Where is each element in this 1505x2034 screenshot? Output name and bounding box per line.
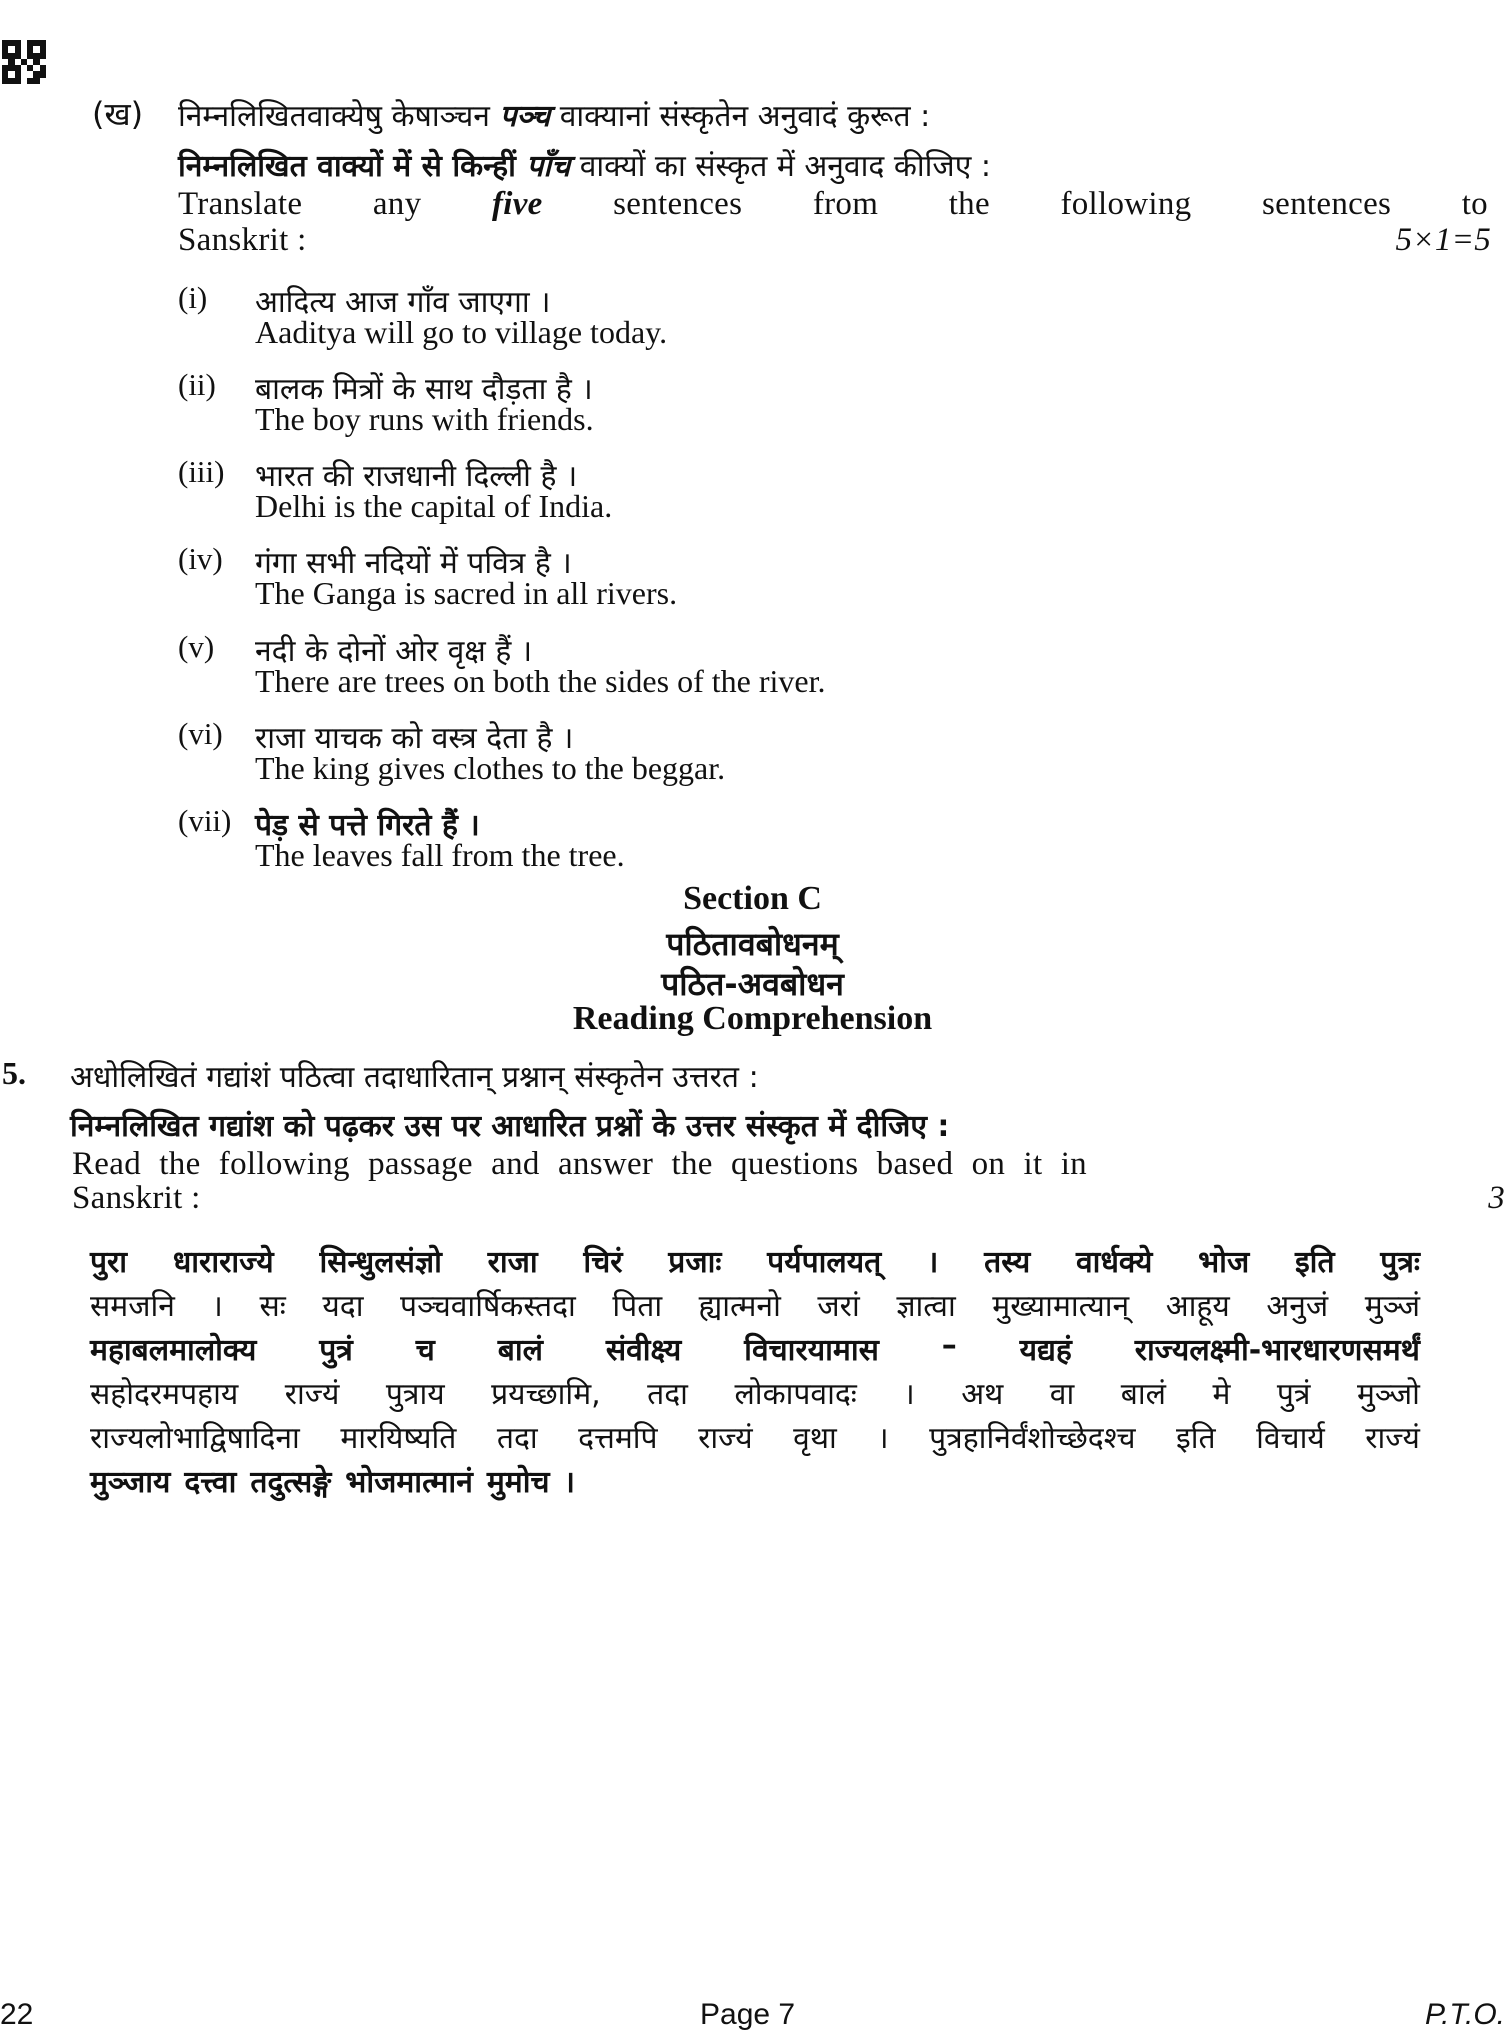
instruction-word: the: [671, 1146, 713, 1182]
instruction-word: passage: [368, 1146, 473, 1182]
passage-word: तस्य: [984, 1245, 1031, 1280]
passage-word: राज्यलोभाद्विषादिना: [90, 1421, 300, 1456]
passage-word: समजनि: [90, 1289, 175, 1324]
passage-word: सः: [259, 1289, 286, 1324]
passage-word: ह्यात्मनो: [698, 1289, 781, 1324]
passage-word: पर्यपालयत्: [767, 1245, 882, 1280]
passage-word: बालं: [497, 1333, 543, 1368]
item-hindi: पेड़ से पत्ते गिरते हैं ।: [255, 808, 480, 843]
item-number: (i): [178, 280, 208, 315]
passage-word: संवीक्ष्य: [605, 1333, 682, 1368]
instruction-english-line2: Sanskrit :: [72, 1180, 201, 1216]
passage-line: [90, 1240, 1420, 1281]
passage-word: सहोदरमपहाय: [90, 1377, 239, 1412]
passage-word: पुत्रः: [1380, 1245, 1420, 1280]
passage-word: ।: [877, 1421, 889, 1456]
passage-word: चिरं: [583, 1245, 623, 1280]
passage-word: बालं: [1120, 1377, 1166, 1412]
item-english: The Ganga is sacred in all rivers.: [255, 575, 678, 611]
emphasis-five: पाँच: [526, 149, 571, 184]
passage-word: अथ: [961, 1377, 1004, 1412]
passage-word: जरां: [817, 1289, 860, 1324]
passage-line: [90, 1328, 1420, 1369]
instruction-english: [178, 186, 1488, 223]
passage-word: भोजमात्मानं: [345, 1465, 473, 1500]
instruction-word: answer: [557, 1146, 654, 1182]
item-hindi: राजा याचक को वस्त्र देता है ।: [255, 721, 574, 756]
instruction-word: any: [372, 186, 422, 222]
item-english: The king gives clothes to the beggar.: [255, 750, 726, 786]
passage-word: पुत्रं: [1276, 1377, 1311, 1412]
passage-word: अनुजं: [1266, 1289, 1329, 1324]
item-english: Aaditya will go to village today.: [255, 314, 668, 350]
instruction-word: Translate: [178, 186, 303, 222]
item-hindi: गंगा सभी नदियों में पवित्र है ।: [255, 546, 572, 581]
passage-line: [90, 1372, 1420, 1413]
section-sanskrit-title: पठितावबोधनम्: [666, 925, 839, 963]
passage-line: [90, 1284, 1420, 1325]
section-english-title: Reading Comprehension: [572, 1000, 933, 1037]
item-number: (v): [178, 629, 215, 664]
passage-word: पुत्रं: [319, 1333, 353, 1368]
section-hindi-title: पठित-अवबोधन: [661, 965, 844, 1003]
passage-word: आहूय: [1165, 1289, 1230, 1324]
passage-word: प्रयच्छामि,: [491, 1377, 601, 1412]
instruction-text: निम्नलिखितवाक्येषु केषाञ्चन: [178, 99, 500, 134]
passage-word: च: [415, 1333, 435, 1368]
item-number: (iv): [178, 541, 223, 576]
instruction-word: from: [812, 186, 879, 222]
passage-word: पञ्चवार्षिकस्तदा: [400, 1289, 576, 1324]
passage-word: यदा: [322, 1289, 364, 1324]
passage-word: पिता: [612, 1289, 663, 1324]
passage-word: ।: [563, 1465, 575, 1500]
item-english: The boy runs with friends.: [255, 401, 594, 437]
passage-word: ।: [926, 1245, 939, 1280]
instruction-word: following: [218, 1146, 350, 1182]
passage-word: –: [941, 1328, 957, 1363]
instruction-word: in: [1060, 1146, 1087, 1182]
instruction-word: on: [971, 1146, 1006, 1182]
instruction-word: the: [948, 186, 990, 222]
qr-code-icon: [2, 40, 46, 84]
passage-word: इति: [1294, 1245, 1335, 1280]
instruction-word: questions: [731, 1146, 859, 1182]
item-english: Delhi is the capital of India.: [255, 488, 613, 524]
passage-line: [90, 1416, 1420, 1457]
item-number: (ii): [178, 367, 216, 402]
item-english: There are trees on both the sides of the river.: [255, 663, 826, 699]
instruction-word: sentences: [1262, 186, 1392, 222]
instruction-english: [72, 1146, 1087, 1183]
passage-word: मुमोच: [486, 1465, 550, 1500]
passage-word: तदुत्सङ्गे: [250, 1465, 332, 1500]
passage-word: मुञ्जो: [1356, 1377, 1420, 1412]
passage-word: पुरा: [90, 1245, 128, 1280]
instruction-text: निम्नलिखित वाक्यों में से किन्हीं: [178, 149, 527, 184]
item-hindi: नदी के दोनों ओर वृक्ष हैं ।: [255, 634, 533, 669]
question-number: 5.: [2, 1055, 26, 1091]
passage-word: मुञ्जं: [1364, 1289, 1420, 1324]
passage-word: मारयिष्यति: [340, 1421, 457, 1456]
passage-word: राज्यलक्ष्मी-भारधारणसमर्थं: [1134, 1333, 1420, 1368]
passage-word: वृथा: [793, 1421, 837, 1456]
emphasis-five: five: [491, 186, 543, 222]
instruction-hindi: [178, 144, 991, 185]
passage-word: धाराराज्ये: [172, 1245, 274, 1280]
passage-word: ज्ञात्वा: [896, 1289, 956, 1324]
item-number: (iii): [178, 454, 225, 489]
passage-word: तदा: [496, 1421, 538, 1456]
passage-word: इति: [1176, 1421, 1216, 1456]
item-hindi: भारत की राजधानी दिल्ली है ।: [255, 459, 578, 494]
marks: 3: [1488, 1180, 1505, 1216]
passage-word: मुञ्जाय: [90, 1465, 171, 1500]
passage-word: ।: [903, 1377, 915, 1412]
item-number: (vii): [178, 803, 232, 838]
instruction-word: it: [1023, 1146, 1043, 1182]
passage-word: तदा: [647, 1377, 688, 1412]
passage-word: विचार्य: [1256, 1421, 1325, 1456]
passage-word: पुत्राय: [385, 1377, 445, 1412]
passage-word: राज्यं: [698, 1421, 753, 1456]
passage-word: मुख्यामात्यान्: [992, 1289, 1130, 1324]
item-hindi: बालक मित्रों के साथ दौड़ता है ।: [255, 372, 593, 407]
passage-word: दत्तमपि: [578, 1421, 658, 1456]
passage-word: मे: [1212, 1377, 1231, 1412]
passage-word: प्रजाः: [668, 1245, 722, 1280]
instruction-word: to: [1461, 186, 1488, 222]
instruction-text: वाक्यानां संस्कृतेन अनुवादं कुरूत :: [550, 99, 931, 134]
instruction-text: वाक्यों का संस्कृत में अनुवाद कीजिए :: [570, 149, 991, 184]
instruction-sanskrit: [178, 94, 930, 135]
passage-word: महाबलमालोक्य: [90, 1333, 257, 1368]
footer-code: 22: [0, 1998, 34, 2031]
emphasis-five: पञ्च: [499, 99, 551, 134]
passage-word: सिन्धुलसंज्ञो: [319, 1245, 442, 1280]
question-label: (ख): [92, 95, 144, 133]
footer-page: Page 7: [700, 1998, 796, 2031]
instruction-word: following: [1060, 186, 1192, 222]
passage-word: भोज: [1198, 1245, 1250, 1280]
passage-word: राज्यं: [284, 1377, 340, 1412]
marks: 5×1=5: [1395, 222, 1491, 258]
instruction-hindi: निम्नलिखित गद्यांश को पढ़कर उस पर आधारित प्रश्नों के उत्तर संस्कृत में दीजिए :: [70, 1109, 950, 1144]
item-number: (vi): [178, 716, 223, 751]
section-title: Section C: [683, 880, 822, 917]
instruction-english-line2: Sanskrit :: [178, 222, 307, 258]
instruction-word: sentences: [613, 186, 743, 222]
passage-word: दत्त्वा: [184, 1465, 237, 1500]
instruction-word: the: [159, 1146, 201, 1182]
instruction-word: based: [876, 1146, 954, 1182]
item-english: The leaves fall from the tree.: [255, 837, 625, 873]
footer-pto: P.T.O.: [1424, 1998, 1505, 2031]
passage-word: राजा: [487, 1245, 538, 1280]
passage-word: वार्धक्ये: [1076, 1245, 1153, 1280]
passage-word: यद्यहं: [1019, 1333, 1072, 1368]
passage-word: वा: [1049, 1377, 1075, 1412]
passage-word: पुत्रहानिर्वंशोच्छेदश्च: [929, 1421, 1136, 1456]
item-hindi: आदित्य आज गाँव जाएगा ।: [255, 285, 551, 320]
instruction-word: Read: [72, 1146, 142, 1182]
passage-word: ।: [211, 1289, 223, 1324]
passage-word: राज्यं: [1365, 1421, 1420, 1456]
instruction-word: and: [491, 1146, 540, 1182]
passage-word: विचारयामास: [744, 1333, 879, 1368]
instruction-sanskrit: अधोलिखितं गद्यांशं पठित्वा तदाधारितान् प्रश्नान् संस्कृतेन उत्तरत :: [70, 1060, 759, 1095]
passage-word: लोकापवादः: [734, 1377, 857, 1412]
passage-line: [90, 1460, 1420, 1501]
